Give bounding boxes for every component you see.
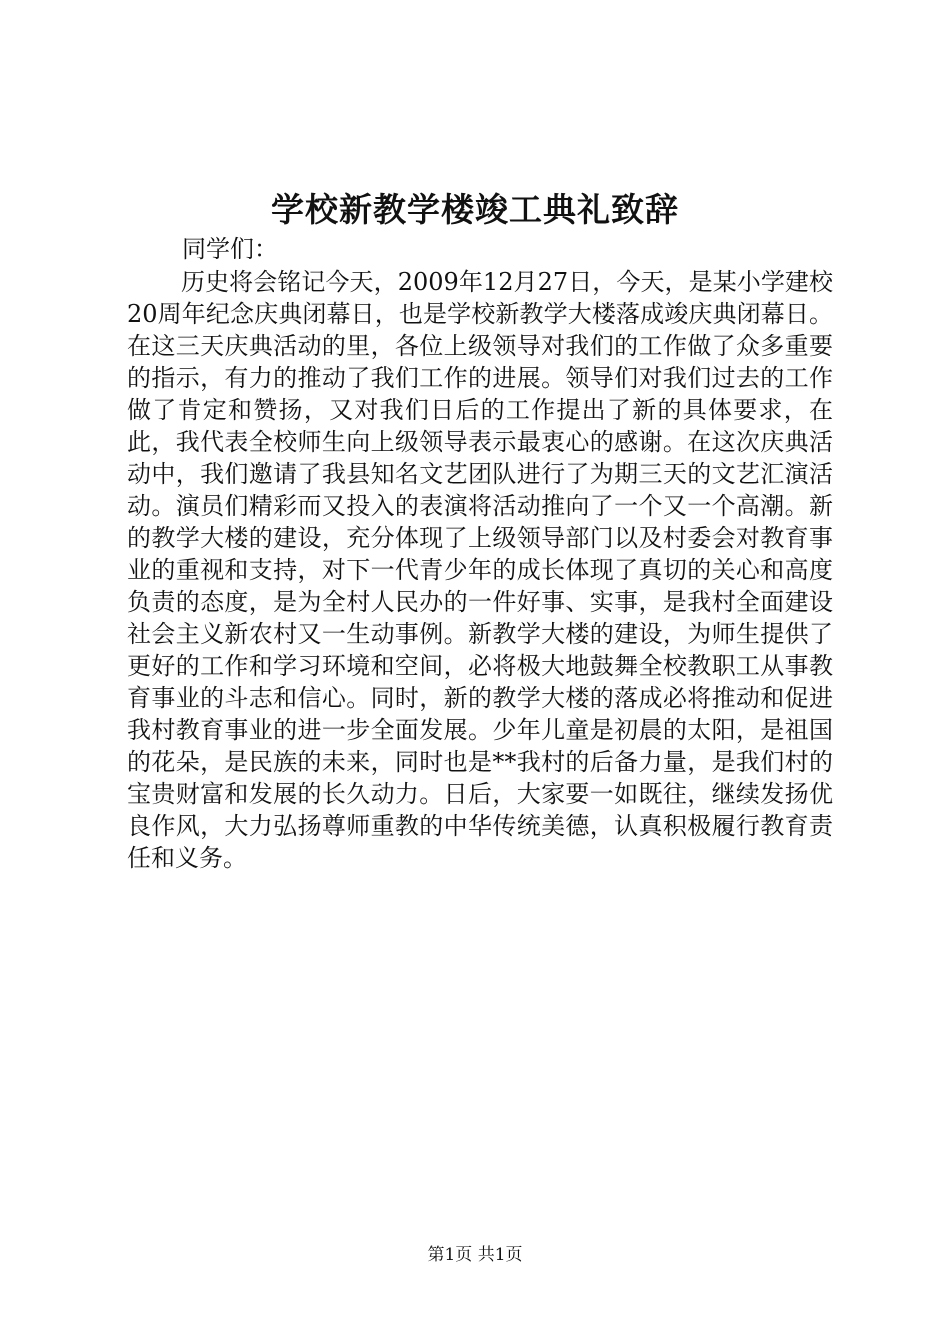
body-paragraph: 历史将会铭记今天，2009年12月27日，今天，是某小学建校20周年纪念庆典闭幕日，也是学校新教学大楼落成竣庆典闭幕日。在这三天庆典活动的里，各位上级领导对我们的工作做了众多重要的指示，有力的推动了我们工作的进展。领导们对我们过去的工作做了肯定和赞扬，又对我们日后的工作提出了新的具体要求，在此，我代表全校师生向上级领导表示最衷心的感谢。在这次庆典活动中，我们邀请了我县知名文艺团队进行了为期三天的文艺汇演活动。演员们精彩而又投入的表演将活动推向了一个又一个高潮。新的教学大楼的建设，充分体现了上级领导部门以及村委会对教育事业的重视和支持，对下一代青少年的成长体现了真切的关心和高度负责的态度，是为全村人民办的一件好事、实事，是我村全面建设社会主义新农村又一生动事例。新教学大楼的建设，为师生提供了更好的工作和学习环境和空间，必将极大地鼓舞全校教职工从事教育事业的斗志和信心。同时，新的教学大楼的落成必将推动和促进我村教育事业的进一步全面发展。少年儿童是初晨的太阳，是祖国的花朵，是民族的未来，同时也是**我村的后备力量，是我们村的宝贵财富和发展的长久动力。日后，大家要一如既往，继续发扬优良作风，大力弘扬尊师重教的中华传统美德，认真积极履行教育责任和义务。 <box>127 268 833 872</box>
document-title: 学校新教学楼竣工典礼致辞 <box>271 190 679 229</box>
page-number-footer: 第1页 共1页 <box>427 1245 523 1265</box>
salutation: 同学们： <box>182 235 278 263</box>
